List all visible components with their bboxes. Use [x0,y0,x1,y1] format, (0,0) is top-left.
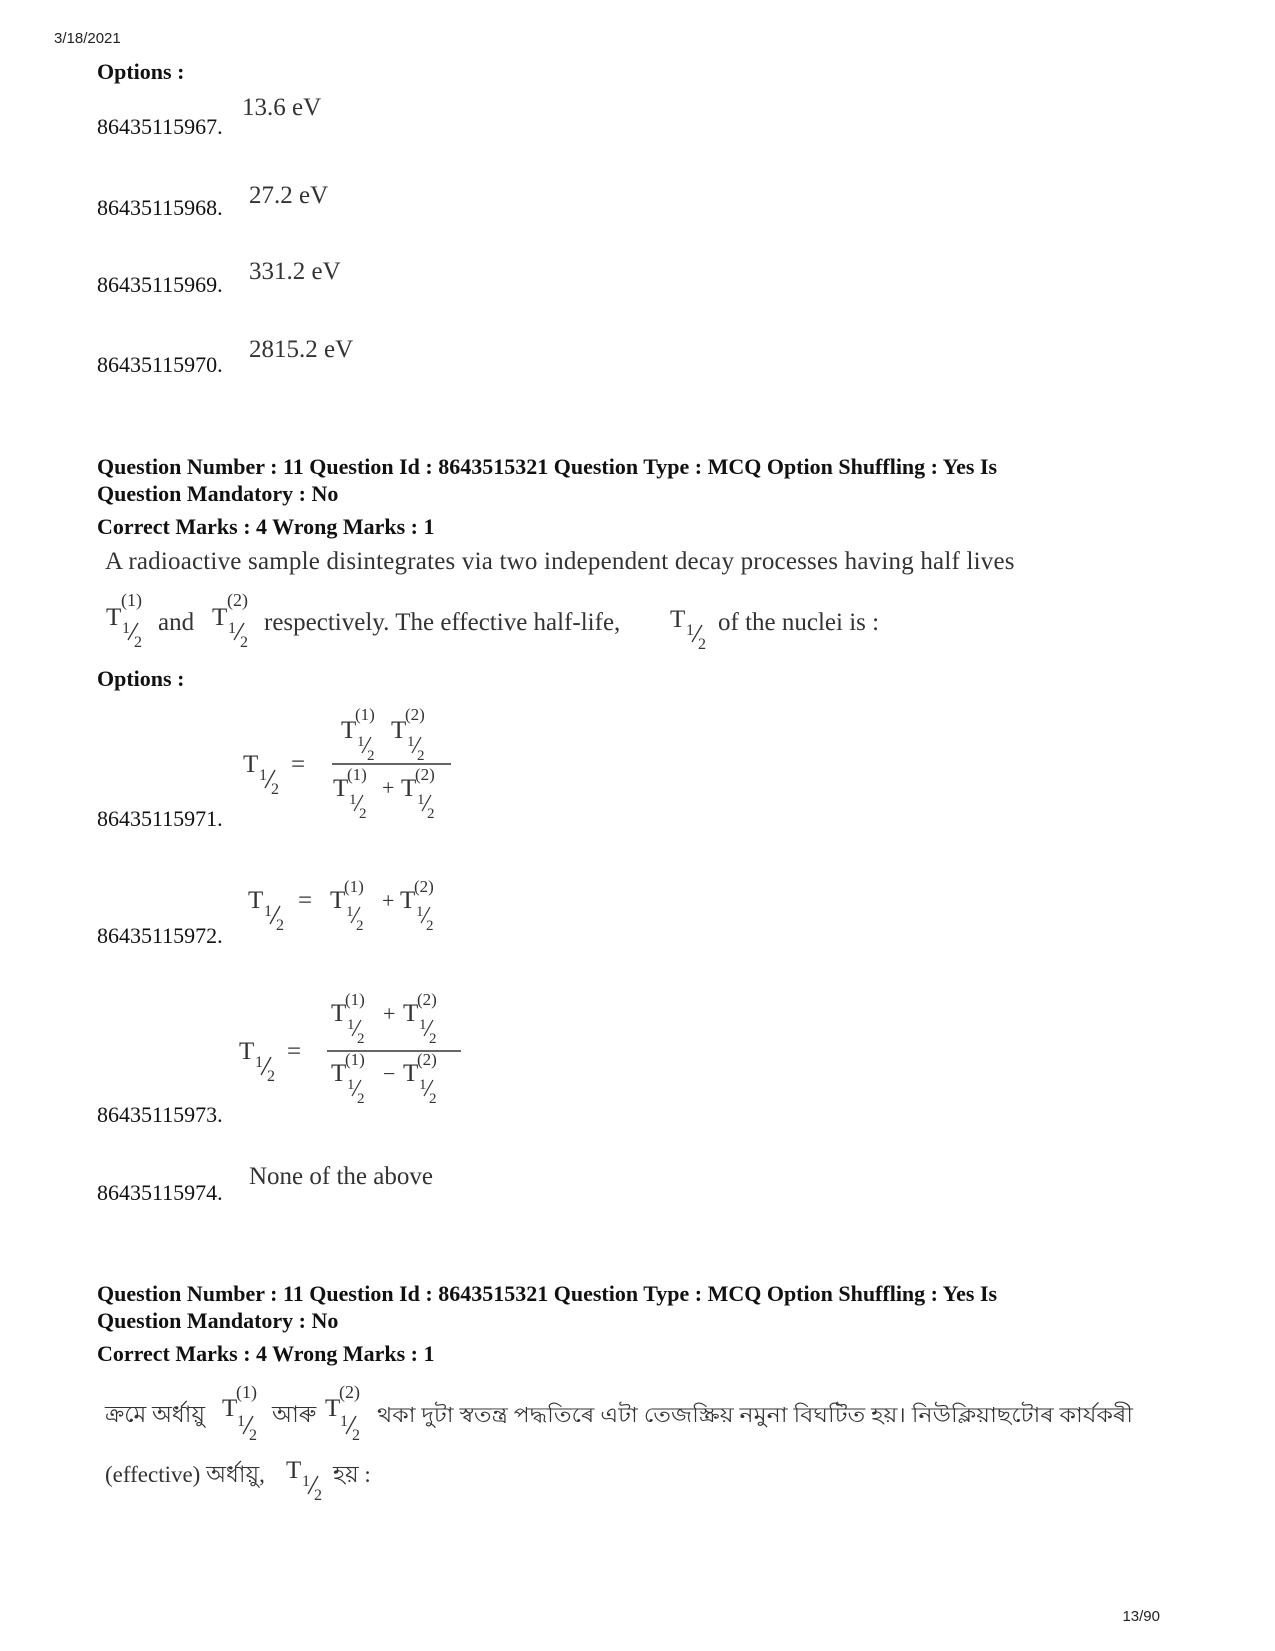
question-meta: Question Number : 11 Question Id : 8643515321 Question Type : MCQ Option Shuffling : Yes Is [97,1281,998,1306]
option-id: 86435115968. [97,195,223,220]
svg-text:1: 1 [347,1017,355,1033]
question-text-line2 [100,585,1150,655]
svg-text:(1): (1) [345,1050,365,1069]
svg-text:2: 2 [249,1427,257,1444]
svg-text:1: 1 [347,1077,355,1093]
option-text: 331.2 eV [249,258,341,285]
svg-text:1: 1 [419,1017,427,1033]
svg-text:1: 1 [416,904,424,920]
option-formula-sum-over-difference [235,985,475,1120]
svg-text:T: T [341,717,357,744]
svg-text:1: 1 [407,734,415,750]
svg-text:T: T [243,751,259,778]
svg-text:T: T [212,604,228,631]
svg-text:T: T [670,606,686,633]
svg-text:1: 1 [419,1077,427,1093]
svg-text:2: 2 [134,634,142,651]
svg-text:T: T [222,1395,238,1422]
svg-text:থকা দুটা স্বতন্ত্ৰ পদ্ধতিৰে এট: থকা দুটা স্বতন্ত্ৰ পদ্ধতিৰে এটা তেজস্ক্ৰিয় নমুনা বিঘটিত হয়। নিউক্লিয়াছটোৰ কাৰ্যকৰী [377,1403,1051,1427]
svg-text:(2): (2) [339,1382,360,1402]
svg-text:1: 1 [237,1413,245,1430]
svg-text:T: T [391,717,407,744]
svg-text:T: T [333,775,349,802]
svg-text:2: 2 [240,634,248,651]
svg-text:2: 2 [357,1091,365,1107]
svg-text:2: 2 [429,1091,437,1107]
svg-text:+: + [382,888,395,913]
svg-text:(2): (2) [415,765,435,784]
svg-text:T: T [330,887,346,914]
question-mandatory: Question Mandatory : No [97,481,339,506]
svg-text:T: T [248,887,264,914]
svg-text:T: T [106,604,122,631]
svg-text:+: + [382,775,395,800]
svg-text:1: 1 [417,792,425,808]
svg-text:2: 2 [367,748,375,764]
text-respectively: respectively. The effective half-life, [264,609,621,636]
svg-text:(2): (2) [417,1050,437,1069]
svg-text:1: 1 [255,1054,263,1071]
option-id: 86435115974. [97,1180,223,1205]
svg-text:1: 1 [686,622,694,639]
svg-text:2: 2 [359,806,367,822]
svg-text:1: 1 [264,903,272,920]
svg-text:আৰু: আৰু [272,1402,317,1427]
svg-text:(2): (2) [417,990,437,1009]
options-label: Options : [97,666,185,691]
svg-text:T: T [331,1060,347,1087]
option-id: 86435115973. [97,1102,223,1127]
svg-text:=: = [291,751,306,778]
svg-text:1: 1 [122,620,130,637]
svg-text:2: 2 [352,1427,360,1444]
svg-text:T: T [400,887,416,914]
svg-text:(2): (2) [414,877,434,896]
svg-text:2: 2 [267,1068,275,1085]
option-id: 86435115967. [97,114,223,139]
svg-text:(1): (1) [345,990,365,1009]
svg-text:(2): (2) [405,705,425,724]
question-mandatory: Question Mandatory : No [97,1308,339,1333]
text-end: of the nuclei is : [718,609,880,636]
svg-text:−: − [383,1061,396,1086]
svg-text:2: 2 [276,917,284,934]
svg-text:ক্ৰমে অৰ্ধায়ু: ক্ৰমে অৰ্ধায়ু [105,1402,206,1427]
option-formula-product-over-sum [235,700,475,830]
svg-text:1: 1 [302,1473,310,1490]
question-marks: Correct Marks : 4 Wrong Marks : 1 [97,1341,435,1366]
svg-text:(1): (1) [236,1382,257,1402]
svg-text:(1): (1) [121,590,142,610]
svg-text:=: = [287,1038,302,1065]
options-label: Options : [97,59,185,84]
svg-text:1: 1 [357,734,365,750]
option-text: 27.2 eV [249,182,329,209]
svg-text:(effective) অৰ্ধায়ু,: (effective) অৰ্ধায়ু, [105,1462,265,1487]
svg-text:2: 2 [314,1487,322,1503]
svg-text:T: T [331,1000,347,1027]
svg-text:T: T [325,1395,341,1422]
svg-text:2: 2 [417,748,425,764]
option-id: 86435115971. [97,806,223,831]
svg-text:2: 2 [357,1031,365,1047]
option-text: 2815.2 eV [249,336,354,363]
question-text-line1: A radioactive sample disintegrates via two independent decay processes having half lives [105,548,1015,575]
svg-text:T: T [286,1457,302,1484]
svg-text:+: + [383,1001,396,1026]
option-text: None of the above [249,1163,433,1190]
word-and: and [158,609,195,636]
svg-text:হয় :: হয় : [333,1462,371,1487]
svg-text:1: 1 [340,1413,348,1430]
page-number: 13/90 [1122,1608,1160,1625]
svg-text:2: 2 [356,918,364,934]
svg-text:2: 2 [429,1031,437,1047]
print-date: 3/18/2021 [54,30,121,47]
svg-text:(1): (1) [355,705,375,724]
option-formula-sum [240,870,470,945]
svg-text:T: T [403,1000,419,1027]
option-id: 86435115970. [97,352,223,377]
question-meta: Question Number : 11 Question Id : 8643515321 Question Type : MCQ Option Shuffling : Yes Is [97,454,998,479]
svg-text:(2): (2) [227,590,248,610]
svg-text:1: 1 [346,904,354,920]
option-id: 86435115969. [97,272,223,297]
option-id: 86435115972. [97,923,223,948]
svg-text:(1): (1) [347,765,367,784]
svg-text:T: T [401,775,417,802]
svg-text:2: 2 [427,806,435,822]
svg-text:2: 2 [426,918,434,934]
svg-text:1: 1 [228,620,236,637]
svg-text:1: 1 [349,792,357,808]
svg-text:T: T [403,1060,419,1087]
svg-text:(1): (1) [344,877,364,896]
question-text-assamese [100,1378,1160,1503]
svg-text:T: T [239,1038,255,1065]
option-text: 13.6 eV [242,94,322,121]
svg-text:=: = [298,887,313,914]
svg-text:2: 2 [698,636,706,653]
svg-text:1: 1 [259,767,267,784]
svg-text:2: 2 [271,781,279,798]
question-marks: Correct Marks : 4 Wrong Marks : 1 [97,514,435,539]
